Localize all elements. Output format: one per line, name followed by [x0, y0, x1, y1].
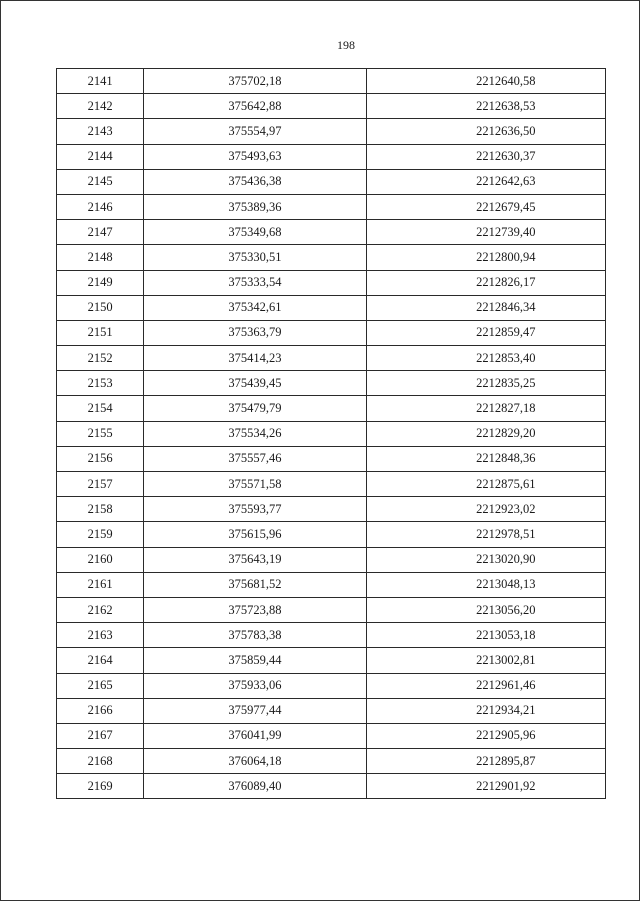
y-coordinate-cell: 2212846,34: [366, 295, 606, 320]
y-coordinate-cell: 2213002,81: [366, 648, 606, 673]
y-coordinate-cell: 2212829,20: [366, 421, 606, 446]
y-coordinate-cell: 2212679,45: [366, 194, 606, 219]
y-coordinate-cell: 2213048,13: [366, 572, 606, 597]
point-number-cell: 2165: [57, 673, 144, 698]
x-coordinate-cell: 375479,79: [144, 396, 366, 421]
table-row: [57, 270, 606, 295]
x-coordinate-cell: 375702,18: [144, 69, 366, 94]
y-coordinate-cell: 2212923,02: [366, 497, 606, 522]
x-coordinate-cell: 375859,44: [144, 648, 366, 673]
x-coordinate-cell: 375342,61: [144, 295, 366, 320]
table-row: [57, 572, 606, 597]
y-coordinate-cell: 2212800,94: [366, 245, 606, 270]
table-row: [57, 597, 606, 622]
point-number-cell: 2142: [57, 94, 144, 119]
x-coordinate-cell: 375554,97: [144, 119, 366, 144]
point-number-cell: 2157: [57, 472, 144, 497]
coordinates-table-body: [57, 69, 606, 799]
y-coordinate-cell: 2212739,40: [366, 220, 606, 245]
point-number-cell: 2153: [57, 371, 144, 396]
x-coordinate-cell: 375783,38: [144, 623, 366, 648]
x-coordinate-cell: 375593,77: [144, 497, 366, 522]
point-number-cell: 2141: [57, 69, 144, 94]
point-number-cell: 2161: [57, 572, 144, 597]
x-coordinate-cell: 376041,99: [144, 723, 366, 748]
point-number-cell: 2152: [57, 346, 144, 371]
table-row: [57, 320, 606, 345]
point-number-cell: 2148: [57, 245, 144, 270]
x-coordinate-cell: 375439,45: [144, 371, 366, 396]
y-coordinate-cell: 2212905,96: [366, 723, 606, 748]
y-coordinate-cell: 2213053,18: [366, 623, 606, 648]
x-coordinate-cell: 375557,46: [144, 446, 366, 471]
x-coordinate-cell: 375933,06: [144, 673, 366, 698]
y-coordinate-cell: 2212826,17: [366, 270, 606, 295]
table-row: [57, 472, 606, 497]
point-number-cell: 2160: [57, 547, 144, 572]
point-number-cell: 2154: [57, 396, 144, 421]
point-number-cell: 2144: [57, 144, 144, 169]
y-coordinate-cell: 2212640,58: [366, 69, 606, 94]
x-coordinate-cell: 375615,96: [144, 522, 366, 547]
point-number-cell: 2164: [57, 648, 144, 673]
point-number-cell: 2147: [57, 220, 144, 245]
table-row: [57, 774, 606, 799]
y-coordinate-cell: 2212901,92: [366, 774, 606, 799]
table-row: [57, 497, 606, 522]
x-coordinate-cell: 375333,54: [144, 270, 366, 295]
table-row: [57, 69, 606, 94]
x-coordinate-cell: 375977,44: [144, 698, 366, 723]
x-coordinate-cell: 375414,23: [144, 346, 366, 371]
table-row: [57, 396, 606, 421]
table-row: [57, 547, 606, 572]
y-coordinate-cell: 2212642,63: [366, 169, 606, 194]
table-row: [57, 119, 606, 144]
table-row: [57, 698, 606, 723]
x-coordinate-cell: 375436,38: [144, 169, 366, 194]
y-coordinate-cell: 2212835,25: [366, 371, 606, 396]
x-coordinate-cell: 375534,26: [144, 421, 366, 446]
x-coordinate-cell: 375723,88: [144, 597, 366, 622]
table-row: [57, 295, 606, 320]
y-coordinate-cell: 2212895,87: [366, 749, 606, 774]
point-number-cell: 2156: [57, 446, 144, 471]
point-number-cell: 2150: [57, 295, 144, 320]
table-row: [57, 522, 606, 547]
point-number-cell: 2155: [57, 421, 144, 446]
point-number-cell: 2159: [57, 522, 144, 547]
point-number-cell: 2158: [57, 497, 144, 522]
x-coordinate-cell: 376089,40: [144, 774, 366, 799]
table-row: [57, 194, 606, 219]
table-row: [57, 371, 606, 396]
table-row: [57, 446, 606, 471]
y-coordinate-cell: 2212934,21: [366, 698, 606, 723]
page-number: 198: [337, 38, 355, 52]
point-number-cell: 2151: [57, 320, 144, 345]
y-coordinate-cell: 2213020,90: [366, 547, 606, 572]
table-row: [57, 220, 606, 245]
table-row: [57, 169, 606, 194]
y-coordinate-cell: 2212636,50: [366, 119, 606, 144]
table-row: [57, 749, 606, 774]
y-coordinate-cell: 2213056,20: [366, 597, 606, 622]
table-row: [57, 346, 606, 371]
x-coordinate-cell: 375389,36: [144, 194, 366, 219]
point-number-cell: 2168: [57, 749, 144, 774]
point-number-cell: 2149: [57, 270, 144, 295]
point-number-cell: 2146: [57, 194, 144, 219]
point-number-cell: 2166: [57, 698, 144, 723]
table-row: [57, 723, 606, 748]
y-coordinate-cell: 2212853,40: [366, 346, 606, 371]
x-coordinate-cell: 375643,19: [144, 547, 366, 572]
x-coordinate-cell: 375493,63: [144, 144, 366, 169]
table-row: [57, 144, 606, 169]
coordinates-table: [56, 68, 606, 799]
table-row: [57, 94, 606, 119]
y-coordinate-cell: 2212638,53: [366, 94, 606, 119]
table-row: [57, 673, 606, 698]
table-row: [57, 421, 606, 446]
x-coordinate-cell: 375330,51: [144, 245, 366, 270]
point-number-cell: 2145: [57, 169, 144, 194]
x-coordinate-cell: 375642,88: [144, 94, 366, 119]
y-coordinate-cell: 2212630,37: [366, 144, 606, 169]
y-coordinate-cell: 2212875,61: [366, 472, 606, 497]
point-number-cell: 2169: [57, 774, 144, 799]
x-coordinate-cell: 375681,52: [144, 572, 366, 597]
x-coordinate-cell: 376064,18: [144, 749, 366, 774]
table-row: [57, 648, 606, 673]
table-row: [57, 245, 606, 270]
point-number-cell: 2143: [57, 119, 144, 144]
point-number-cell: 2162: [57, 597, 144, 622]
y-coordinate-cell: 2212827,18: [366, 396, 606, 421]
table-row: [57, 623, 606, 648]
x-coordinate-cell: 375349,68: [144, 220, 366, 245]
y-coordinate-cell: 2212978,51: [366, 522, 606, 547]
y-coordinate-cell: 2212859,47: [366, 320, 606, 345]
y-coordinate-cell: 2212961,46: [366, 673, 606, 698]
x-coordinate-cell: 375571,58: [144, 472, 366, 497]
x-coordinate-cell: 375363,79: [144, 320, 366, 345]
point-number-cell: 2163: [57, 623, 144, 648]
point-number-cell: 2167: [57, 723, 144, 748]
y-coordinate-cell: 2212848,36: [366, 446, 606, 471]
